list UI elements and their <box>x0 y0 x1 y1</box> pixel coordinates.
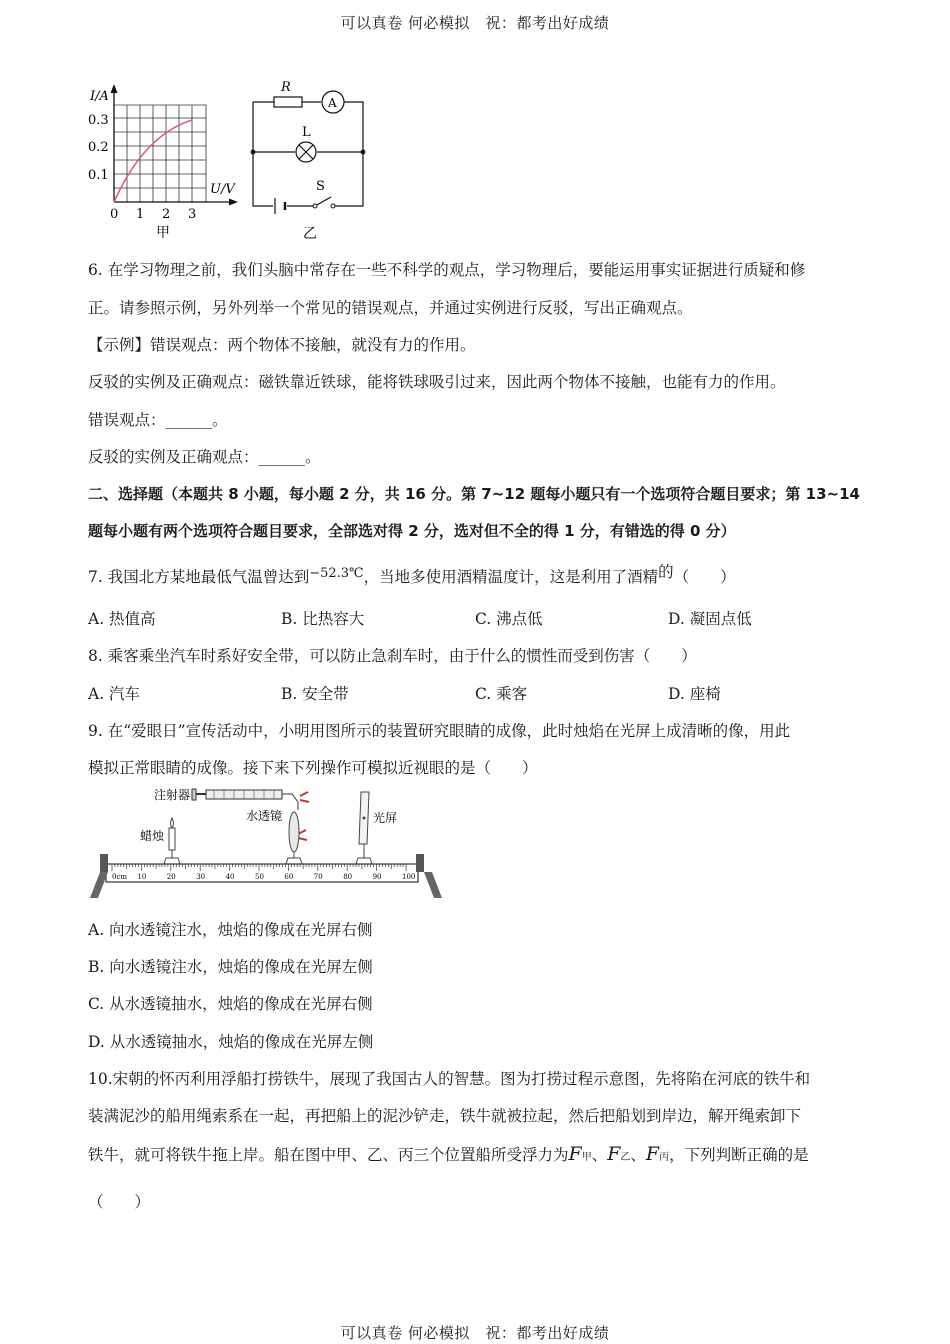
x-tick-3: 3 <box>188 207 197 222</box>
force-f-jia: F <box>568 1143 582 1165</box>
q7-option-c[interactable]: C. 沸点低 <box>475 610 543 628</box>
candle-label: 蜡烛 <box>140 829 165 843</box>
q9-option-b[interactable]: B. 向水透镜注水，烛焰的像成在光屏左侧 <box>88 958 373 976</box>
page-footer: 可以真卷 何必模拟 祝：都考出好成绩 <box>340 1324 610 1342</box>
scale-tick-50: 50 <box>255 873 264 881</box>
x-axis-label: U/V <box>210 182 235 197</box>
q6-line-2: 正。请参照示例，另外列举一个常见的错误观点，并通过实例进行反驳，写出正确观点。 <box>88 299 693 317</box>
separator-2: 、 <box>630 1146 646 1164</box>
q7-stem-b: ，当地多使用酒精温度计，这是利用了酒精 <box>363 568 659 586</box>
q7-de: 的 <box>658 563 674 581</box>
y-tick-0.1: 0.1 <box>88 168 109 183</box>
x-tick-0: 0 <box>110 207 119 222</box>
q7-option-d[interactable]: D. 凝固点低 <box>668 610 752 628</box>
y-tick-0.2: 0.2 <box>88 140 109 155</box>
resistor-label: R <box>281 80 291 95</box>
scale-tick-40: 40 <box>225 873 235 881</box>
scale-unit-label: 0cm <box>112 873 128 881</box>
q9-option-a[interactable]: A. 向水透镜注水，烛焰的像成在光屏右侧 <box>88 921 373 939</box>
q7-option-b[interactable]: B. 比热容大 <box>281 610 365 628</box>
lamp-label: L <box>302 125 311 140</box>
q7-temperature: −52.3℃ <box>309 566 364 581</box>
figure-yi-caption: 乙 <box>303 226 317 242</box>
figure-jia-iu-graph <box>84 80 244 245</box>
q7-stem-a: 7. 我国北方某地最低气温曾达到 <box>88 568 310 586</box>
subscript-yi: 乙 <box>620 1152 631 1163</box>
q9-option-c[interactable]: C. 从水透镜抽水，烛焰的像成在光屏右侧 <box>88 995 373 1013</box>
q6-example: 【示例】错误观点：两个物体不接触，就没有力的作用。 <box>88 336 476 354</box>
x-tick-1: 1 <box>136 207 145 222</box>
separator-1: 、 <box>591 1146 608 1164</box>
ammeter-label: A <box>328 96 337 110</box>
q10-paren: （ ） <box>88 1193 151 1211</box>
scale-tick-80: 80 <box>343 873 353 881</box>
scale-tick-60: 60 <box>284 873 294 881</box>
switch-label: S <box>316 179 325 194</box>
q10-line-3 <box>88 1143 809 1165</box>
scale-tick-30: 30 <box>196 873 206 881</box>
q6-blank-rebuttal: 反驳的实例及正确观点：______。 <box>88 448 321 466</box>
figure-jia-caption: 甲 <box>156 225 170 241</box>
scale-tick-100: 100 <box>402 873 416 881</box>
scale-tick-10: 10 <box>137 873 147 881</box>
force-f-bing: F <box>645 1143 660 1165</box>
section-2-heading-line-1: 二、选择题（本题共 8 小题，每小题 2 分，共 16 分。第 7~12 题每小题只有一个选项符合题目要求；第 13~14 <box>88 485 860 503</box>
q10-line-3b: ，下列判断正确的是 <box>669 1146 809 1164</box>
q6-blank-wrong-view: 错误观点：______。 <box>88 411 228 429</box>
section-2-heading-line-2: 题每小题有两个选项符合题目要求，全部选对得 2 分，选对但不全的得 1 分，有错选的得 0 分） <box>88 522 736 540</box>
y-axis-label: I/A <box>90 89 109 104</box>
q9-line-2: 模拟正常眼睛的成像。接下来下列操作可模拟近视眼的是（ ） <box>88 759 538 777</box>
scale-tick-90: 90 <box>372 873 382 881</box>
q9-option-d[interactable]: D. 从水透镜抽水，烛焰的像成在光屏左侧 <box>88 1033 374 1051</box>
scale-tick-70: 70 <box>313 873 323 881</box>
q8-option-c[interactable]: C. 乘客 <box>475 685 528 703</box>
q9-optical-bench-figure <box>88 784 448 904</box>
q7-stem <box>88 565 736 587</box>
y-tick-0.3: 0.3 <box>88 113 109 128</box>
q7-option-a[interactable]: A. 热值高 <box>88 610 156 628</box>
q8-option-b[interactable]: B. 安全带 <box>281 685 349 703</box>
q7-paren: （ ） <box>673 568 736 586</box>
figure-yi-circuit <box>245 78 375 245</box>
subscript-bing: 丙 <box>659 1152 670 1163</box>
screen-label: 光屏 <box>373 811 398 825</box>
q8-stem: 8. 乘客乘坐汽车时系好安全带，可以防止急刹车时，由于什么的惯性而受到伤害（ ） <box>88 647 697 665</box>
syringe-label: 注射器 <box>154 788 191 802</box>
q10-line-2: 装满泥沙的船用绳索系在一起，再把船上的泥沙铲走，铁牛就被拉起，然后把船划到岸边，解开绳索卸下 <box>88 1107 802 1125</box>
q6-line-1: 6. 在学习物理之前，我们头脑中常存在一些不科学的观点，学习物理后，要能运用事实证据进行质疑和修 <box>88 261 806 279</box>
water-lens-label: 水透镜 <box>246 809 283 823</box>
page-header: 可以真卷 何必模拟 祝：都考出好成绩 <box>340 14 610 32</box>
q10-line-3a: 铁牛，就可将铁牛拖上岸。船在图中甲、乙、丙三个位置船所受浮力为 <box>88 1146 569 1164</box>
x-tick-2: 2 <box>162 207 171 222</box>
q8-option-d[interactable]: D. 座椅 <box>668 685 721 703</box>
subscript-jia: 甲 <box>581 1152 592 1163</box>
q9-line-1: 9. 在“爱眼日”宣传活动中，小明用图所示的装置研究眼睛的成像，此时烛焰在光屏上成清晰的像，用此 <box>88 722 791 740</box>
q8-option-a[interactable]: A. 汽车 <box>88 685 141 703</box>
force-f-yi: F <box>607 1143 621 1165</box>
q10-line-1: 10.宋朝的怀丙利用浮船打捞铁牛，展现了我国古人的智慧。图为打捞过程示意图，先将陷在河底的铁牛和 <box>88 1070 811 1088</box>
scale-tick-20: 20 <box>166 873 176 881</box>
q6-example-rebuttal: 反驳的实例及正确观点：磁铁靠近铁球，能将铁球吸引过来，因此两个物体不接触，也能有力的作用。 <box>88 373 786 391</box>
